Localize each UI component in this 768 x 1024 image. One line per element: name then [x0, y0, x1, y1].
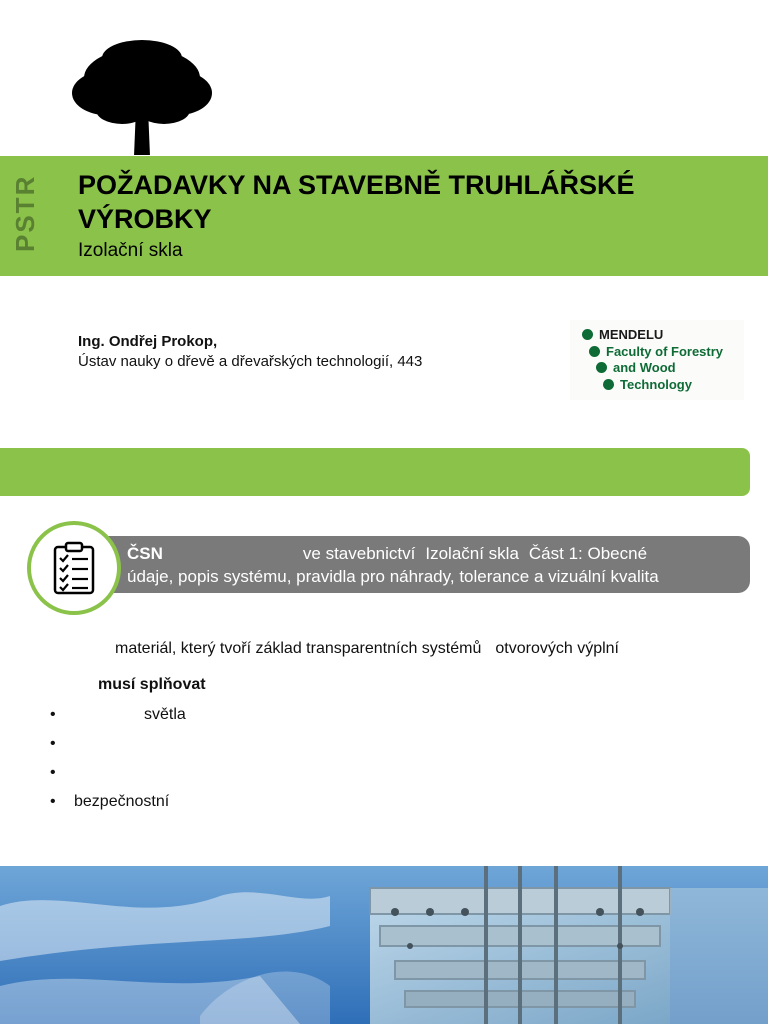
glass-structure-photo	[0, 866, 768, 1024]
logo-dot-icon	[582, 329, 593, 340]
list-item-text: bezpečnostní	[74, 793, 170, 810]
mendelu-logo	[570, 320, 744, 400]
requirements-heading: musí splňovat	[98, 676, 206, 693]
checklist-icon	[53, 541, 95, 595]
standard-reference	[127, 542, 747, 588]
pstr-side-label: PSTR	[10, 174, 40, 252]
checklist-badge	[27, 521, 121, 615]
standard-code: ČSN	[127, 544, 163, 563]
logo-dot-icon	[596, 362, 607, 373]
logo-line-1: MENDELU	[599, 327, 664, 342]
author-name: Ing. Ondřej Prokop,	[78, 333, 218, 350]
logo-dot-icon	[603, 379, 614, 390]
logo-line-4: Technology	[620, 377, 692, 392]
section-bar	[0, 448, 750, 496]
standard-part-1: ve stavebnictví	[302, 544, 416, 563]
standard-part-3: Část 1: Obecné	[528, 544, 648, 563]
standard-line-2: údaje, popis systému, pravidla pro náhrady, tolerance a vizuální kvalita	[127, 567, 659, 586]
page-subtitle: Izolační skla	[78, 240, 183, 261]
list-item-text: světla	[144, 706, 186, 723]
page-title: POŽADAVKY NA STAVEBNĚ TRUHLÁŘSKÉ VÝROBKY	[78, 170, 635, 234]
author-department: Ústav nauky o dřevě a dřevařských technologií, 443	[78, 353, 423, 370]
standard-part-2: Izolační skla	[425, 544, 519, 563]
intro-paragraph	[115, 640, 619, 658]
logo-line-2: Faculty of Forestry	[606, 344, 724, 359]
intro-text-a: materiál, který tvoří základ transparentních systémů	[115, 640, 482, 657]
author-block	[78, 332, 422, 372]
tree-logo	[66, 38, 218, 158]
logo-line-3: and Wood	[613, 360, 676, 375]
logo-dot-icon	[589, 346, 600, 357]
intro-text-b: otvorových výplní	[495, 640, 619, 657]
